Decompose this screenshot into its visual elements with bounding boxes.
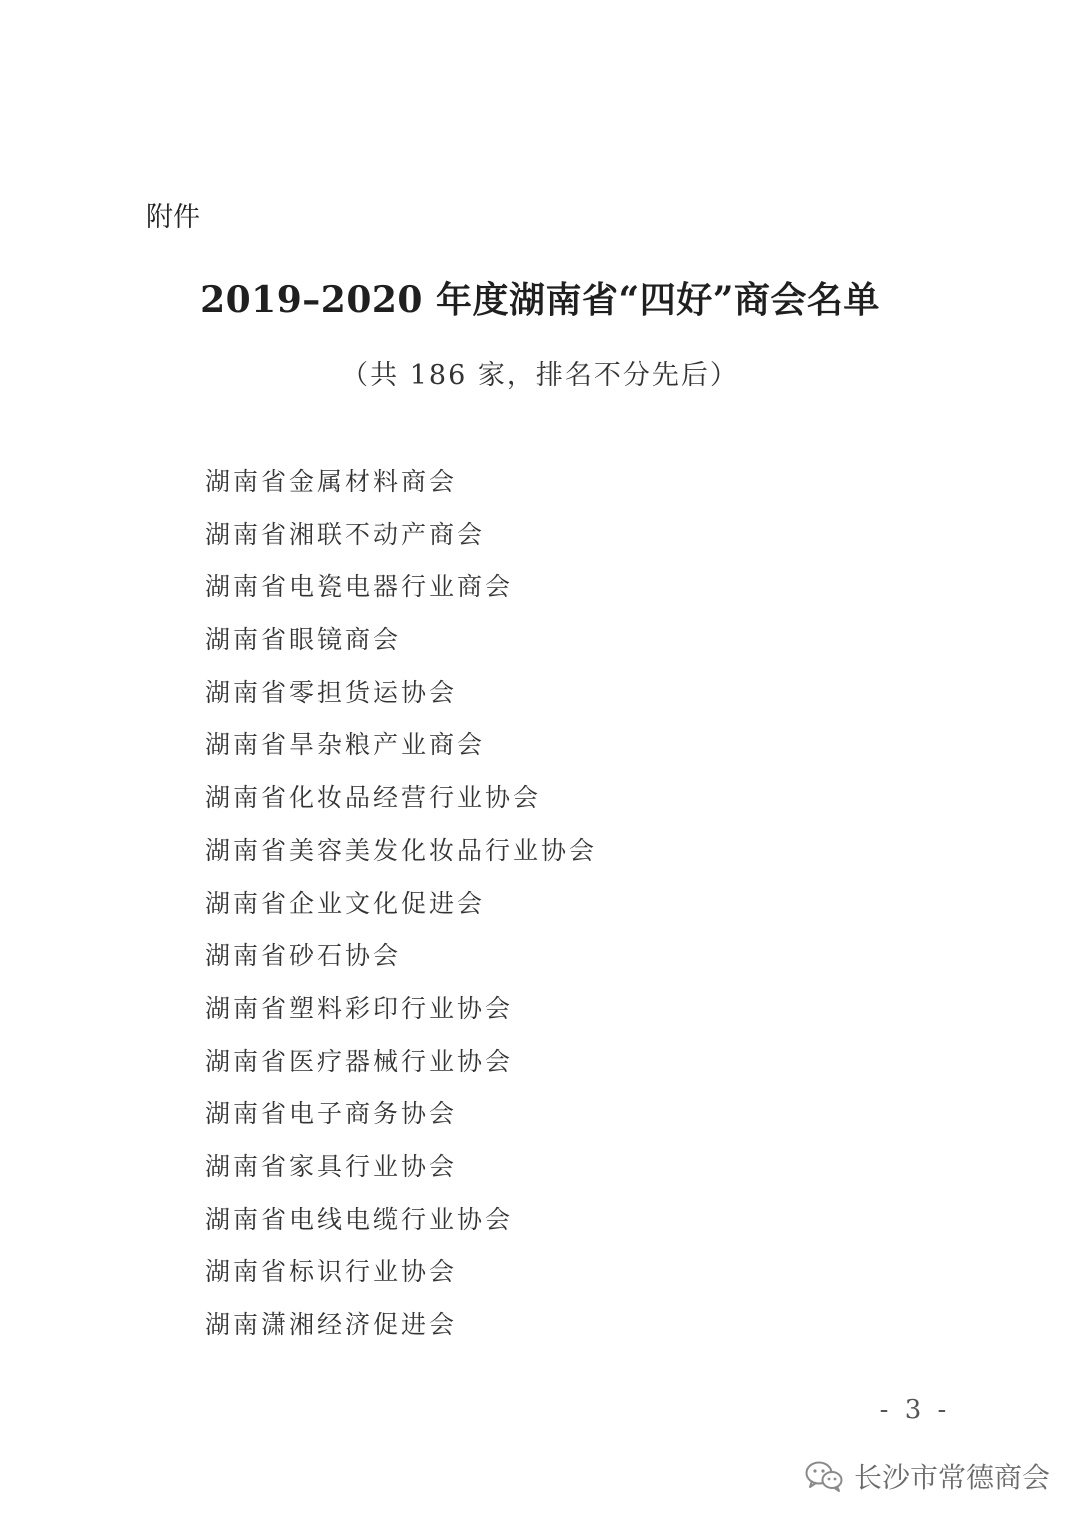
organization-list — [205, 456, 597, 1352]
list-item: 湖南省零担货运协会 — [205, 677, 458, 707]
list-item: 湖南省企业文化促进会 — [205, 888, 486, 918]
watermark — [804, 1452, 1050, 1500]
list-item: 湖南省眼镜商会 — [205, 625, 402, 655]
list-item: 湖南省电子商务协会 — [205, 1099, 458, 1129]
list-item: 湖南省湘联不动产商会 — [205, 519, 486, 549]
list-item: 湖南省家具行业协会 — [205, 1151, 458, 1181]
page-number: - 3 - — [879, 1395, 951, 1425]
list-item: 湖南省标识行业协会 — [205, 1257, 458, 1287]
list-item: 湖南省化妆品经营行业协会 — [205, 783, 542, 813]
wechat-icon — [804, 1459, 844, 1493]
list-item: 湖南省美容美发化妆品行业协会 — [205, 835, 598, 865]
list-item: 湖南省塑料彩印行业协会 — [205, 993, 514, 1023]
document-subtitle: （共 186 家，排名不分先后） — [341, 360, 739, 391]
attachment-label: 附件 — [146, 202, 200, 233]
list-item: 湖南省金属材料商会 — [205, 467, 458, 496]
list-item: 湖南省电瓷电器行业商会 — [205, 572, 514, 602]
document-title: 2019–2020 年度湖南省“四好”商会名单 — [200, 279, 880, 321]
list-item: 湖南潇湘经济促进会 — [205, 1310, 458, 1339]
list-item: 湖南省旱杂粮产业商会 — [205, 730, 486, 760]
list-item: 湖南省砂石协会 — [205, 941, 402, 971]
list-item: 湖南省电线电缆行业协会 — [205, 1204, 514, 1234]
watermark-text: 长沙市常德商会 — [853, 1461, 1050, 1494]
list-item: 湖南省医疗器械行业协会 — [205, 1046, 514, 1076]
